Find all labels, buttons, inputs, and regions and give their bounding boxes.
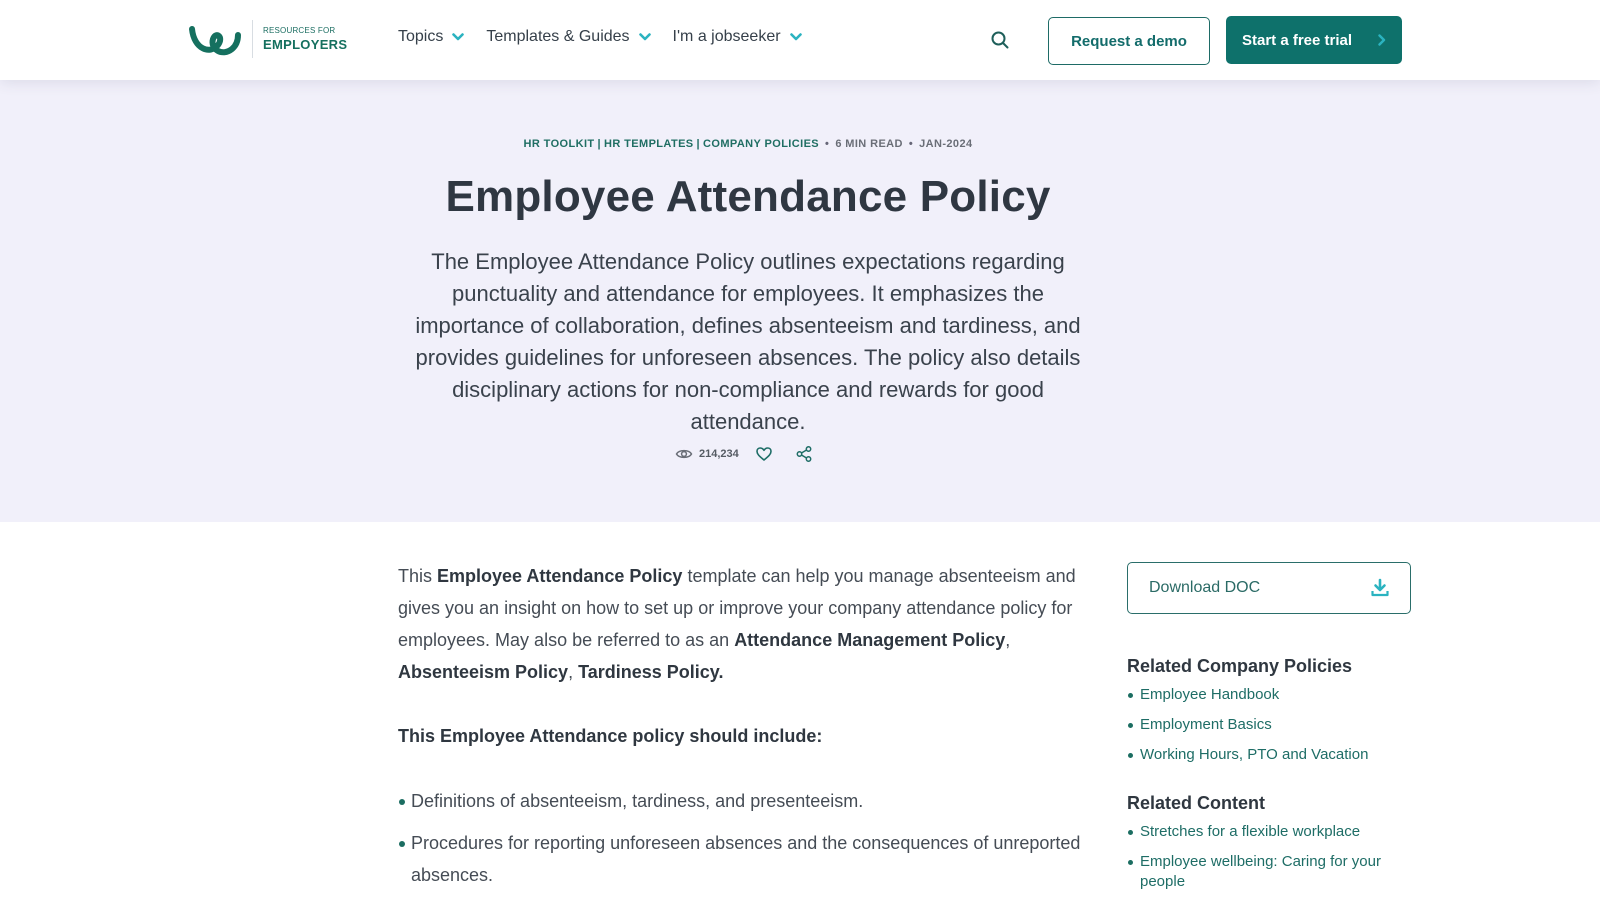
share-icon[interactable] (795, 445, 813, 463)
text-run: template can help you manage absenteeism and gives you an insight on how to set up or improve your company attendance policy for employees. May also be referred to as an (398, 566, 1076, 650)
related-content-link[interactable]: Stretches for a flexible workplace (1127, 822, 1411, 842)
related-policies-list (1127, 685, 1411, 765)
related-content-link[interactable]: Employee wellbeing: Caring for your people (1127, 852, 1411, 892)
bold-term: Employee Attendance Policy (437, 566, 683, 586)
breadcrumb-separator: | (696, 138, 701, 150)
article-stats (675, 445, 813, 463)
request-demo-button[interactable]: Request a demo (1048, 17, 1210, 65)
hero-intro: The Employee Attendance Policy outlines expectations regarding punctuality and attendance for employees. It emphasizes the importance of collaboration, defines absenteeism and tardiness, and provides guidelines for unforeseen absences. The policy also details disciplinary actions for non-compliance and rewards for good attendance. (415, 249, 1081, 434)
download-icon (1370, 578, 1390, 598)
text-run: , (568, 662, 579, 682)
include-heading: This Employee Attendance policy should include: (398, 726, 823, 746)
list-item: Procedures for reporting unforeseen absences and the consequences of unreported absences. (398, 827, 1098, 891)
breadcrumb-company-policies[interactable]: COMPANY POLICIES (703, 138, 820, 150)
list-item: Definitions of absenteeism, tardiness, and presenteeism. (398, 785, 1098, 817)
chevron-right-icon (1378, 34, 1386, 46)
sidebar (1127, 562, 1411, 900)
read-time: 6 MIN READ (835, 138, 903, 150)
nav-topics-label: Topics (398, 28, 444, 45)
eye-icon (675, 445, 693, 463)
related-policies-heading: Related Company Policies (1127, 656, 1353, 676)
related-content-list (1127, 822, 1411, 892)
view-count-value: 214,234 (699, 448, 739, 460)
logo-big-text: EMPLOYERS (263, 37, 348, 52)
download-doc-button[interactable] (1127, 562, 1411, 614)
bold-term: Absenteeism Policy (398, 662, 569, 682)
intro-paragraph (398, 560, 1098, 688)
heart-icon[interactable] (755, 445, 773, 463)
search-icon[interactable] (990, 30, 1010, 50)
meta-dot: • (908, 138, 914, 150)
article-meta (0, 138, 1496, 150)
hero-section (0, 80, 1600, 522)
bold-term: Attendance Management Policy (734, 630, 1006, 650)
nav-templates-guides[interactable] (486, 28, 650, 46)
logo-text (263, 27, 347, 51)
download-doc-label: Download DOC (1149, 579, 1261, 596)
chevron-down-icon (639, 33, 651, 41)
related-content-heading: Related Content (1127, 793, 1266, 813)
logo-small-text: RESOURCES FOR (263, 26, 336, 35)
main-nav (398, 28, 802, 46)
chevron-down-icon (452, 33, 464, 41)
logo[interactable] (188, 19, 347, 59)
related-policy-link[interactable]: Employee Handbook (1127, 685, 1411, 705)
publish-date: JAN-2024 (919, 138, 973, 150)
breadcrumb-separator: | (597, 138, 601, 150)
meta-dot: • (825, 138, 830, 150)
chevron-down-icon (790, 33, 802, 41)
logo-divider (252, 20, 253, 58)
article-body (398, 560, 1098, 900)
nav-jobseeker-label: I'm a jobseeker (672, 28, 781, 45)
page-title: Employee Attendance Policy (445, 172, 1051, 221)
related-policy-link[interactable]: Working Hours, PTO and Vacation (1127, 745, 1411, 765)
include-list (398, 785, 1098, 891)
bold-term: Tardiness Policy. (578, 662, 724, 682)
breadcrumb-hr-toolkit[interactable]: HR TOOLKIT (523, 138, 595, 150)
site-header (0, 0, 1600, 80)
breadcrumb-hr-templates[interactable]: HR TEMPLATES (604, 138, 694, 150)
related-policy-link[interactable]: Employment Basics (1127, 715, 1411, 735)
start-free-trial-button[interactable] (1226, 16, 1402, 64)
text-run: This (398, 566, 438, 586)
nav-topics[interactable] (398, 28, 464, 46)
nav-jobseeker[interactable] (673, 28, 802, 46)
text-run: , (1005, 630, 1011, 650)
nav-templates-guides-label: Templates & Guides (486, 28, 630, 45)
view-count (675, 445, 739, 463)
start-free-trial-label: Start a free trial (1242, 31, 1353, 49)
logo-mark-icon (188, 19, 244, 59)
